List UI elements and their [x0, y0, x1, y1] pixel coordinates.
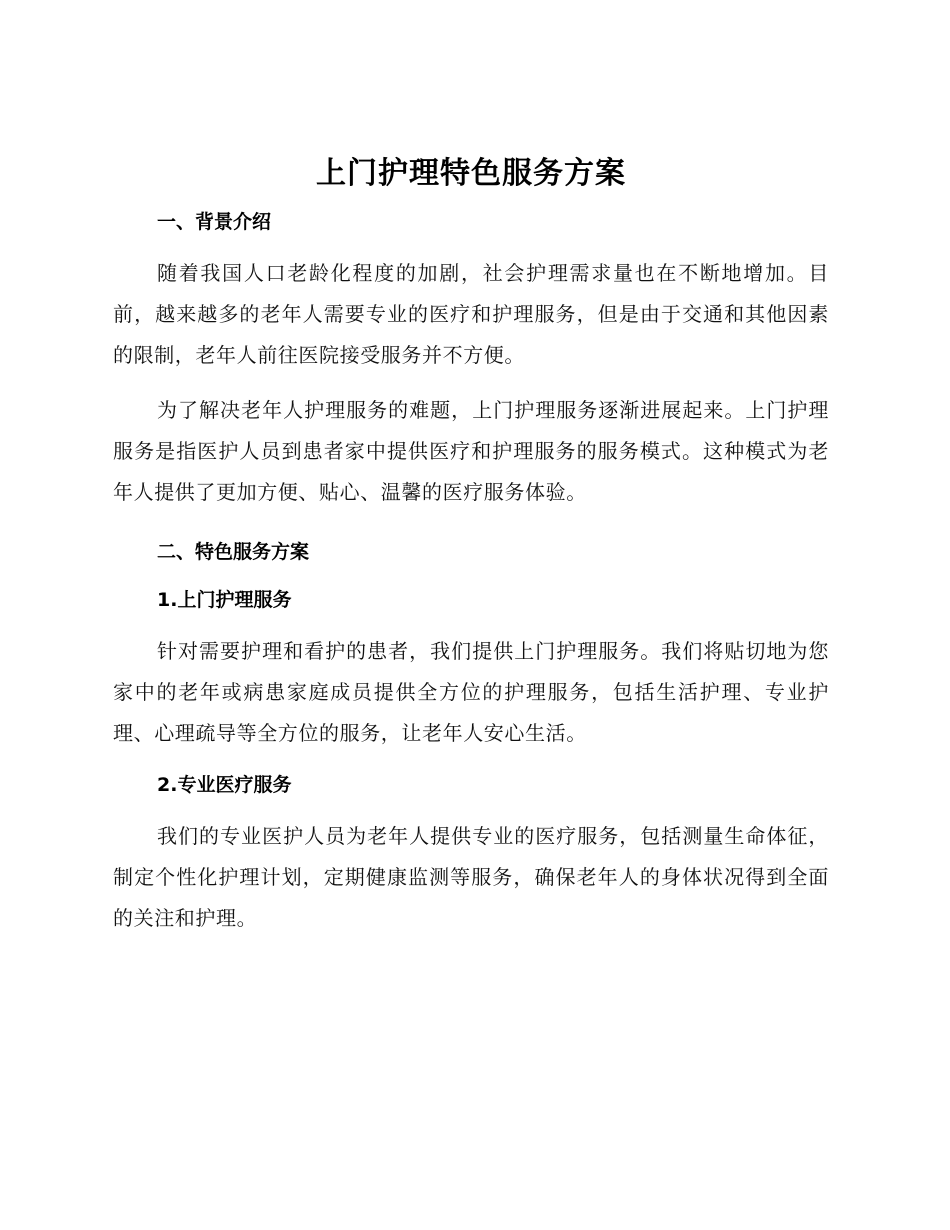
section-heading-background: 一、背景介绍 — [157, 211, 272, 233]
subsection-heading-home-care: 1.上门护理服务 — [157, 589, 292, 611]
document-title: 上门护理特色服务方案 — [316, 156, 626, 191]
background-paragraph-1: 随着我国人口老龄化程度的加剧，社会护理需求量也在不断地增加。目前，越来越多的老年人需要专业的医疗和护理服务，但是由于交通和其他因素的限制，老年人前往医院接受服务并不方便。 — [113, 261, 829, 367]
document-body — [113, 147, 829, 939]
medical-paragraph: 我们的专业医护人员为老年人提供专业的医疗服务，包括测量生命体征，制定个性化护理计划，定期健康监测等服务，确保老年人的身体状况得到全面的关注和护理。 — [113, 824, 829, 930]
background-paragraph-2: 为了解决老年人护理服务的难题，上门护理服务逐渐进展起来。上门护理服务是指医护人员到患者家中提供医疗和护理服务的服务模式。这种模式为老年人提供了更加方便、贴心、温馨的医疗服务体验。 — [113, 398, 829, 504]
section-heading-services: 二、特色服务方案 — [157, 541, 310, 563]
home-care-paragraph: 针对需要护理和看护的患者，我们提供上门护理服务。我们将贴切地为您家中的老年或病患家庭成员提供全方位的护理服务，包括生活护理、专业护理、心理疏导等全方位的服务，让老年人安心生活。 — [113, 639, 829, 745]
subsection-heading-medical: 2.专业医疗服务 — [157, 774, 292, 796]
